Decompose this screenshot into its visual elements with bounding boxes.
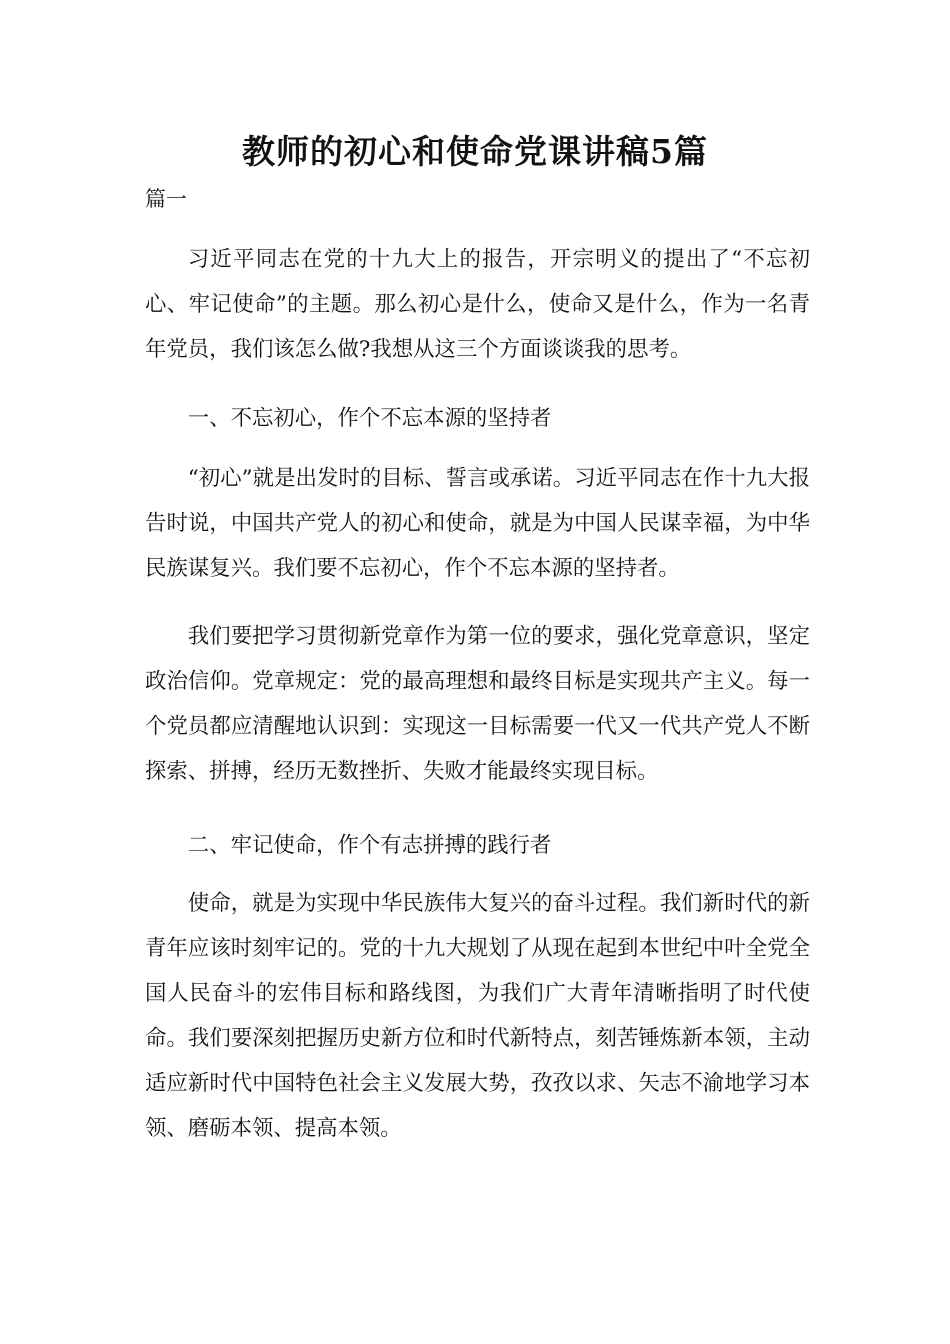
paragraph-original-aspiration: “初心”就是出发时的目标、誓言或承诺。习近平同志在作十九大报告时说，中国共产党人的初心和使命，就是为中国人民谋幸福，为中华民族谋复兴。我们要不忘初心，作个不忘本源的坚持者。 bbox=[145, 466, 810, 581]
paragraph-party-constitution: 我们要把学习贯彻新党章作为第一位的要求，强化党章意识，坚定政治信仰。党章规定：党的最高理想和最终目标是实现共产主义。每一个党员都应清醒地认识到：实现这一目标需要一代又一代共产党人不断探索、拼搏，经历无数挫折、失败才能最终实现目标。 bbox=[145, 624, 810, 784]
section-heading-2: 二、牢记使命，作个有志拼搏的践行者 bbox=[187, 833, 552, 858]
section-label: 篇一 bbox=[145, 187, 187, 211]
section-heading-1: 一、不忘初心，作个不忘本源的坚持者 bbox=[187, 406, 552, 431]
document-title: 教师的初心和使命党课讲稿5篇 bbox=[242, 132, 708, 171]
paragraph-mission: 使命，就是为实现中华民族伟大复兴的奋斗过程。我们新时代的新青年应该时刻牢记的。党的十九大规划了从现在起到本世纪中叶全党全国人民奋斗的宏伟目标和路线图，为我们广大青年清晰指明了时代使命。我们要深刻把握历史新方位和时代新特点，刻苦锤炼新本领，主动适应新时代中国特色社会主义发展大势，孜孜以求、矢志不渝地学习本领、磨砺本领、提高本领。 bbox=[145, 891, 810, 1141]
paragraph-intro: 习近平同志在党的十九大上的报告，开宗明义的提出了“不忘初心、牢记使命”的主题。那么初心是什么，使命又是什么，作为一名青年党员，我们该怎么做?我想从这三个方面谈谈我的思考。 bbox=[145, 247, 810, 362]
